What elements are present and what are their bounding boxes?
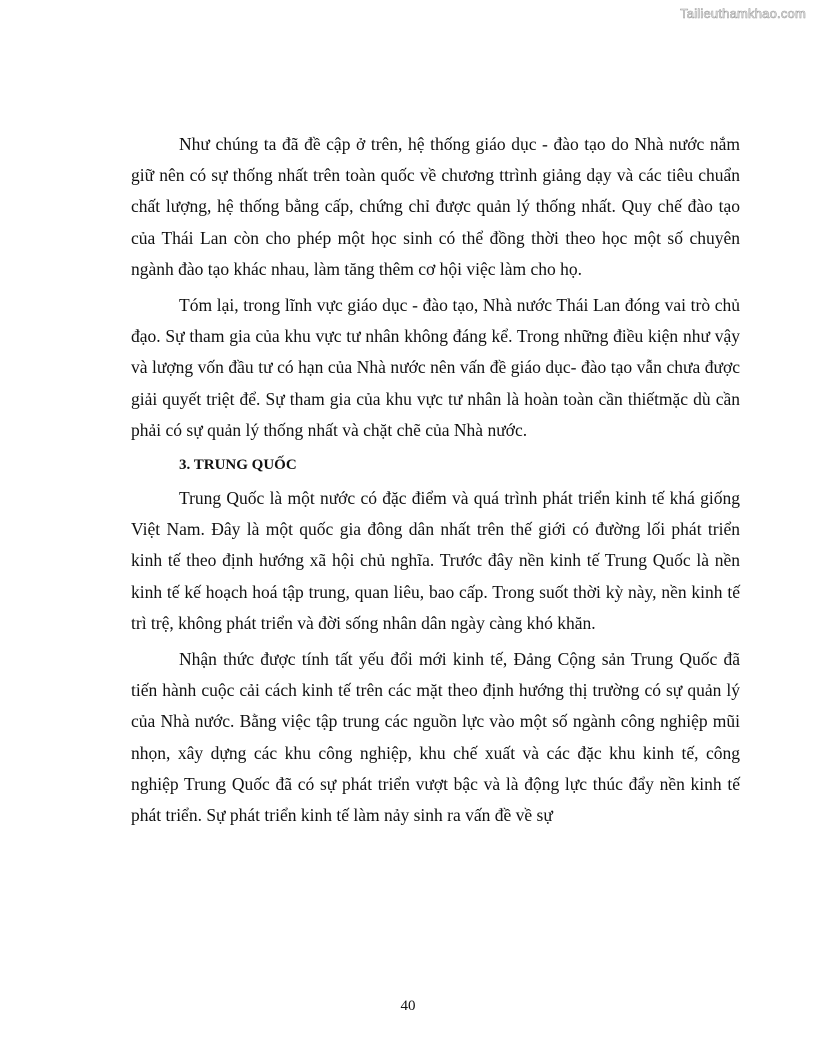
watermark-text: Tailieuthamkhao.com xyxy=(680,6,806,21)
paragraph-summary-thailand: Tóm lại, trong lĩnh vực giáo dục - đào tạo, Nhà nước Thái Lan đóng vai trò chủ đạo. Sự tham gia của khu vực tư nhân không đáng kể. Trong những điều kiện như vậy và lượng vốn đầu tư có hạn của Nhà nước nên vấn đề giáo dục- đào tạo vẫn chưa được giải quyết triệt để. Sự tham gia của khu vực tư nhân là hoàn toàn cần thiếtmặc dù cần phải có sự quản lý thống nhất và chặt chẽ của Nhà nước. xyxy=(131,295,740,440)
page-number: 40 xyxy=(400,998,416,1014)
document-page xyxy=(131,129,740,836)
section-heading: 3. TRUNG QUỐC xyxy=(179,457,297,474)
paragraph-education-system: Như chúng ta đã đề cập ở trên, hệ thống giáo dục - đào tạo do Nhà nước nắm giữ nên có sự thống nhất trên toàn quốc về chương ttrình giảng dạy và các tiêu chuẩn chất lượng, hệ thống bằng cấp, chứng chỉ được quản lý thống nhất. Quy chế đào tạo của Thái Lan còn cho phép một học sinh có thể đồng thời theo học một số chuyên ngành đào tạo khác nhau, làm tăng thêm cơ hội việc làm cho họ. xyxy=(131,134,740,279)
paragraph-china-overview: Trung Quốc là một nước có đặc điểm và quá trình phát triển kinh tế khá giống Việt Nam. Đây là một quốc gia đông dân nhất trên thế giới có đường lối phát triển kinh tế theo định hướng xã hội chủ nghĩa. Trước đây nền kinh tế Trung Quốc là nền kinh tế kế hoạch hoá tập trung, quan liêu, bao cấp. Trong suốt thời kỳ này, nền kinh tế trì trệ, không phát triển và đời sống nhân dân ngày càng khó khăn. xyxy=(131,488,740,633)
paragraph-china-reform: Nhận thức được tính tất yếu đổi mới kinh tế, Đảng Cộng sản Trung Quốc đã tiến hành cuộc cải cách kinh tế trên các mặt theo định hướng thị trường có sự quản lý của Nhà nước. Bằng việc tập trung các nguồn lực vào một số ngành công nghiệp mũi nhọn, xây dựng các khu công nghiệp, khu chế xuất và các đặc khu kinh tế, công nghiệp Trung Quốc đã có sự phát triển vượt bậc và là động lực thúc đẩy nền kinh tế phát triển. Sự phát triển kinh tế làm nảy sinh ra vấn đề về sự xyxy=(131,649,740,826)
